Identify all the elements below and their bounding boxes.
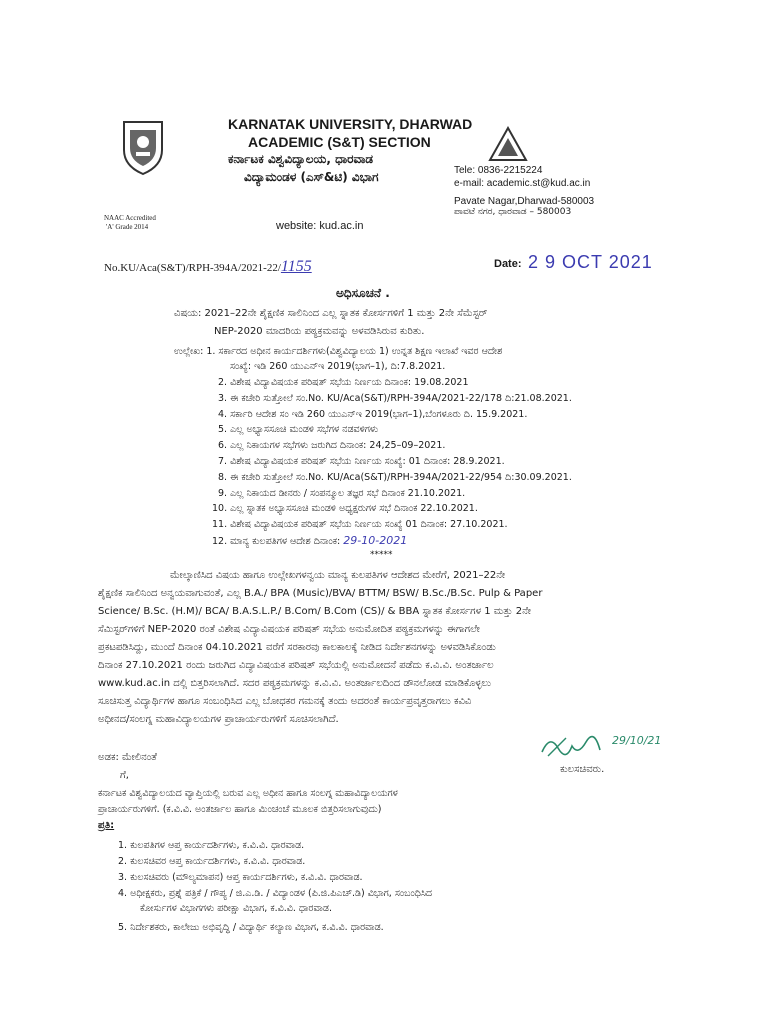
body-line: ದಿನಾಂಕ 27.10.2021 ರಂದು ಜರುಗಿದ ವಿದ್ಯಾವಿಷಯಕ ಪರಿಷತ್ ಸಭೆಯಲ್ಲಿ ಅನುಮೋದನೆ ಪಡೆದು ಕ.ವಿ.ವಿ. ಅಂತರ್ಜಾಲ <box>98 660 494 671</box>
reference-number-prefix: No.KU/Aca(S&T)/RPH-394A/2021-22/ <box>104 262 281 274</box>
reference-item: 3. ಈ ಕಚೇರಿ ಸುತ್ತೋಲೆ ಸಂ.No. KU/Aca(S&T)/RPH-394A/2021-22/178 ದಿ:21.08.2021. <box>218 393 572 404</box>
reference-item: 7. ವಿಶೇಷ ವಿದ್ಯಾವಿಷಯಕ ಪರಿಷತ್ ಸಭೆಯ ನಿರ್ಣಯ ಸಂಖ್ಯೆ: 01 ದಿನಾಂಕ: 28.9.2021. <box>218 456 505 467</box>
body-line: ಸೂಚಿಸುತ್ತ ವಿದ್ಯಾರ್ಥಿಗಳ ಹಾಗೂ ಸಂಬಂಧಿಸಿದ ಎಲ್ಲ ಬೋಧಕರ ಗಮನಕ್ಕೆ ತಂದು ಅದರಂತೆ ಕಾರ್ಯಪ್ರವೃತ್ತರಾಗಲು ಕವಿವಿ <box>98 696 472 707</box>
body-line: ಶೈಕ್ಷಣಿಕ ಸಾಲಿನಿಂದ ಅನ್ವಯವಾಗುವಂತೆ, ಎಲ್ಲ B.A./ BPA (Music)/BVA/ BTTM/ BSW/ B.Sc./B.Sc. Pulp & Paper <box>98 588 543 599</box>
section-name-kn: ವಿದ್ಯಾಮಂಡಳ (ಎಸ್&ಟಿ) ವಿಭಾಗ <box>244 170 379 184</box>
date-stamp: 2 9 OCT 2021 <box>528 252 653 272</box>
signatory-designation: ಕುಲಸಚಿವರು. <box>560 764 605 775</box>
copy-label: ಪ್ರತಿ: <box>98 820 115 831</box>
reference-item-12-handwritten-date: 29-10-2021 <box>343 534 408 547</box>
email: e-mail: academic.st@kud.ac.in <box>454 178 591 189</box>
section-name-en: ACADEMIC (S&T) SECTION <box>248 134 431 150</box>
reference-item: 9. ಎಲ್ಲ ನಿಕಾಯದ ಡೀನರು / ಸಂಪನ್ಮೂಲ ತಜ್ಞರ ಸಭೆ ದಿನಾಂಕ 21.10.2021. <box>218 488 466 499</box>
separator: ***** <box>370 550 393 560</box>
to-line: ಕರ್ನಾಟಕ ವಿಶ್ವವಿದ್ಯಾಲಯದ ವ್ಯಾಪ್ತಿಯಲ್ಲಿ ಬರುವ ಎಲ್ಲ ಅಧೀನ ಹಾಗೂ ಸಂಲಗ್ನ ಮಹಾವಿದ್ಯಾಲಯಗಳ <box>98 788 398 799</box>
reference-number-handwritten: 1155 <box>280 258 312 275</box>
reference-item: ಉಲ್ಲೇಖ: 1. ಸರ್ಕಾರದ ಅಧೀನ ಕಾರ್ಯದರ್ಶಿಗಳು(ವಿಶ್ವವಿದ್ಯಾಲಯ 1) ಉನ್ನತ ಶಿಕ್ಷಣ ಇಲಾಖೆ ಇವರ ಆದೇಶ <box>174 346 503 357</box>
naac-line-1: NAAC Accredited <box>104 214 156 222</box>
signature <box>538 730 668 766</box>
address-en: Pavate Nagar,Dharwad-580003 <box>454 196 595 207</box>
reference-number <box>104 258 312 276</box>
telephone: Tele: 0836-2215224 <box>454 165 543 176</box>
reference-item: 8. ಈ ಕಚೇರಿ ಸುತ್ತೋಲೆ ಸಂ.No. KU/Aca(S&T)/RPH-394A/2021-22/954 ದಿ:30.09.2021. <box>218 472 572 483</box>
copy-item: 5. ನಿರ್ದೇಶಕರು, ಕಾಲೇಜು ಅಭಿವೃದ್ಧಿ / ವಿದ್ಯಾರ್ಥಿ ಕಲ್ಯಾಣ ವಿಭಾಗ, ಕ.ವಿ.ವಿ. ಧಾರವಾಡ. <box>118 922 384 933</box>
body-line: ಮೇಲ್ಕಾಣಿಸಿದ ವಿಷಯ ಹಾಗೂ ಉಲ್ಲೇಖಗಳನ್ವಯ ಮಾನ್ಯ ಕುಲಪತಿಗಳ ಆದೇಶದ ಮೇರೆಗೆ, 2021–22ನೇ <box>170 570 506 581</box>
reference-item: ಸಂಖ್ಯೆ: ಇಡಿ 260 ಯುಎನ್ಇ 2019(ಭಾಗ–1), ದಿ:7.8.2021. <box>230 361 446 372</box>
body-line: ಅಧೀನದ/ಸಂಲಗ್ನ ಮಹಾವಿದ್ಯಾಲಯಗಳ ಪ್ರಾಚಾರ್ಯರುಗಳಿಗೆ ಸೂಚಿಸಲಾಗಿದೆ. <box>98 714 339 725</box>
reference-item-12-text: 12. ಮಾನ್ಯ ಕುಲಪತಿಗಳ ಆದೇಶ ದಿನಾಂಕ: <box>212 536 341 547</box>
body-line: ಸೆಮಿಸ್ಟರ್‌ಗಳಿಗೆ NEP-2020 ರಂತೆ ವಿಶೇಷ ವಿದ್ಯಾವಿಷಯಕ ಪರಿಷತ್ ಸಭೆಯ ಅನುಮೋದಿತ ಪಠ್ಯಕ್ರಮಗಳನ್ನು ಈಗಾಗಲೇ <box>98 624 480 635</box>
body-line: ಪ್ರಕಟಪಡಿಸಿದ್ದು, ಮುಂದೆ ದಿನಾಂಕ 04.10.2021 ವರೆಗೆ ಸರಕಾರವು ಕಾಲಕಾಲಕ್ಕೆ ನೀಡಿದ ನಿರ್ದೇಶನಗಳನ್ನು ಅಳವಡಿಸಿಕೊಂಡು <box>98 642 496 653</box>
reference-item: 10. ಎಲ್ಲ ಸ್ನಾತಕ ಅಭ್ಯಾಸಸೂಚಿ ಮಂಡಳಿ ಅಧ್ಯಕ್ಷರುಗಳ ಸಭೆ ದಿನಾಂಕ 22.10.2021. <box>212 503 478 514</box>
body-line: www.kud.ac.in ದಲ್ಲಿ ಬಿತ್ತರಿಸಲಾಗಿದೆ. ಸದರ ಪಠ್ಯಕ್ರಮಗಳನ್ನು ಕ.ವಿ.ವಿ. ಅಂತರ್ಜಾಲದಿಂದ ಡೌನಲೋಡ ಮಾಡಿಕೊಳ್ಳಲು <box>98 678 492 689</box>
body-line: Science/ B.Sc. (H.M)/ BCA/ B.A.S.L.P./ B.Com/ B.Com (CS)/ & BBA ಸ್ನಾತಕ ಕೋರ್ಸಗಳ 1 ಮತ್ತು 2ನೇ <box>98 606 531 617</box>
date-label: Date: <box>494 258 522 270</box>
to-label: ಗೆ, <box>120 770 129 781</box>
signature-date-handwritten: 29/10/21 <box>612 734 662 747</box>
copy-item: ಕೋರ್ಸುಗಳ ವಿಭಾಗಗಳು ಪರೀಕ್ಷಾ ವಿಭಾಗ, ಕ.ವಿ.ವಿ. ಧಾರವಾಡ. <box>140 903 332 914</box>
copy-item: 2. ಕುಲಸಚಿವರ ಆಪ್ತ ಕಾರ್ಯದರ್ಶಿಗಳು, ಕ.ವಿ.ವಿ. ಧಾರವಾಡ. <box>118 856 306 867</box>
naac-logo <box>488 126 528 164</box>
notification-title: ಅಧಿಸೂಚನೆ . <box>336 286 390 300</box>
address-kn: ಪಾವಟೆ ನಗರ, ಧಾರವಾಡ – 580003 <box>454 207 572 217</box>
reference-item: 4. ಸರ್ಕಾರಿ ಆದೇಶ ಸಂ ಇಡಿ 260 ಯುಎನ್ಇ 2019(ಭಾಗ–1),ಬೆಂಗಳೂರು ದಿ. 15.9.2021. <box>218 409 528 420</box>
reference-item <box>212 534 407 547</box>
reference-item: 11. ವಿಶೇಷ ವಿದ್ಯಾವಿಷಯಕ ಪರಿಷತ್ ಸಭೆಯ ನಿರ್ಣಯ ಸಂಖ್ಯೆ 01 ದಿನಾಂಕ: 27.10.2021. <box>212 519 508 530</box>
university-emblem <box>118 118 168 176</box>
enclosure: ಅಡಕ: ಮೇಲಿನಂತೆ <box>98 752 157 763</box>
copy-item: 1. ಕುಲಪತಿಗಳ ಆಪ್ತ ಕಾರ್ಯದರ್ಶಿಗಳು, ಕ.ವಿ.ವಿ. ಧಾರವಾಡ. <box>118 840 305 851</box>
copy-item: 3. ಕುಲಸಚಿವರು (ಮೌಲ್ಯಮಾಪನ) ಆಪ್ತ ಕಾರ್ಯದರ್ಶಿಗಳು, ಕ.ವಿ.ವಿ. ಧಾರವಾಡ. <box>118 872 363 883</box>
reference-item: 2. ವಿಶೇಷ ವಿದ್ಯಾವಿಷಯಕ ಪರಿಷತ್ ಸಭೆಯ ನಿರ್ಣಯ ದಿನಾಂಕ: 19.08.2021 <box>218 377 469 388</box>
university-name-en: KARNATAK UNIVERSITY, DHARWAD <box>228 116 473 132</box>
subject-line-2: NEP-2020 ಮಾದರಿಯ ಪಠ್ಯಕ್ರಮವನ್ನು ಅಳವಡಿಸಿರುವ ಕುರಿತು. <box>214 326 425 337</box>
copy-item: 4. ಅಧೀಕ್ಷಕರು, ಪ್ರಶ್ನೆ ಪತ್ರಿಕೆ / ಗೌಪ್ಯ / ಜಿ.ಎ.ಡಿ. / ವಿದ್ಯಾಂಡಳ (ಪಿ.ಜಿ.ಪಿಎಚ್.ಡಿ) ವಿಭಾಗ, ಸಂಬಂಧಿಸಿದ <box>118 888 433 899</box>
university-name-kn: ಕರ್ನಾಟಕ ವಿಶ್ವವಿದ್ಯಾಲಯ, ಧಾರವಾಡ <box>228 152 374 166</box>
website: website: kud.ac.in <box>276 220 364 232</box>
reference-item: 6. ಎಲ್ಲ ನಿಕಾಯಗಳ ಸಭೆಗಳು ಜರುಗಿದ ದಿನಾಂಕ: 24,25–09–2021. <box>218 440 446 451</box>
to-line: ಪ್ರಾಚಾರ್ಯರುಗಳಿಗೆ. (ಕ.ವಿ.ವಿ. ಅಂತರ್ಜಾಲ ಹಾಗೂ ಮಿಂಚಂಚೆ ಮೂಲಕ ಬಿತ್ತರಿಸಲಾಗುವುದು) <box>98 804 382 815</box>
naac-line-2: 'A' Grade 2014 <box>106 223 149 231</box>
reference-item: 5. ಎಲ್ಲ ಅಭ್ಯಾಸಸೂಚಿ ಮಂಡಳಿ ಸಭೆಗಳ ನಡವಳಿಗಳು <box>218 424 379 435</box>
subject-line-1: ವಿಷಯ: 2021–22ನೇ ಶೈಕ್ಷಣಿಕ ಸಾಲಿನಿಂದ ಎಲ್ಲ ಸ್ನಾತಕ ಕೋರ್ಸಗಳಿಗೆ 1 ಮತ್ತು 2ನೇ ಸೆಮೆಸ್ಟರ್ <box>174 308 488 319</box>
